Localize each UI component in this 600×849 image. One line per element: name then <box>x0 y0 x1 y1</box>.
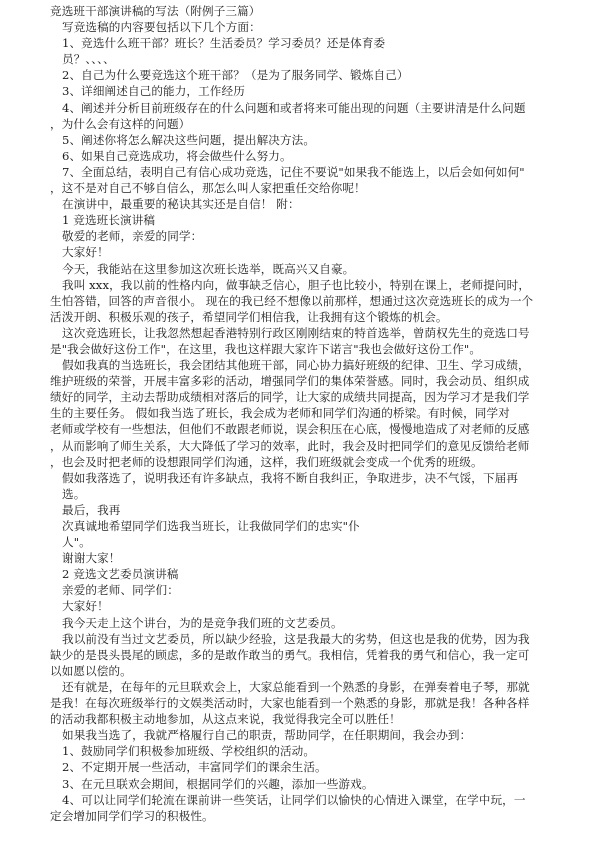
text-line: 是我！在每次班级举行的文娱类活动时，大家也能看到一个熟悉的身影，那就是我！各种各样 <box>50 696 530 711</box>
text-line: 人"。 <box>62 535 91 550</box>
text-line: 维护班级的荣誉，开展丰富多彩的活动，增强同学们的集体荣誉感。同时，我会动员、组织成 <box>50 374 530 389</box>
text-line: 4、可以让同学们轮流在课前讲一些笑话，让同学们以愉快的心情进入课堂，在学中玩，一 <box>62 792 526 807</box>
text-line: 6、如果自己竞选成功，将会做些什么努力。 <box>62 148 292 163</box>
text-line: 1、竞选什么班干部？班长？生活委员？学习委员？还是体育委 <box>62 36 386 51</box>
text-line: 1、鼓励同学们积极参加班级、学校组织的活动。 <box>62 744 316 759</box>
text-line: ，从而影响了师生关系，大大降低了学习的效率，此时，我会及时把同学们的意见反馈给老师 <box>50 438 530 453</box>
document-title: 竞选班干部演讲稿的写法（附例子三篇） <box>50 4 261 18</box>
text-line: 5、阐述你将怎么解决这些问题，提出解决方法。 <box>62 132 316 147</box>
text-line: ，为什么会有这样的问题） <box>50 116 191 131</box>
text-line: ，这不是对自己不够自信么，那怎么叫人家把重任交给你呢！ <box>50 181 366 196</box>
text-line: 3、在元旦联欢会期间，根据同学们的兴趣，添加一些游戏。 <box>62 776 374 791</box>
text-line: 大家好！ <box>62 599 109 614</box>
text-line: 选。 <box>62 486 86 501</box>
text-line: 1 竞选班长演讲稿 <box>62 213 156 228</box>
text-line: 次真诚地希望同学们选我当班长，让我做同学们的忠实"仆 <box>62 519 360 533</box>
text-line: 生的主要任务。 假如我当选了班长，我会成为老师和同学们沟通的桥梁。有时候，同学对 <box>50 406 510 421</box>
text-line: 还有就是，在每年的元旦联欢会上，大家总能看到一个熟悉的身影，在弹奏着电子琴，那就 <box>62 679 530 694</box>
text-line: 大家好！ <box>62 245 109 260</box>
text-line: 在演讲中，最重要的秘诀其实还是自信！ 附： <box>62 197 300 212</box>
document-body <box>50 19 570 824</box>
text-line: 假如我真的当选班长，我会团结其他班干部，同心协力搞好班级的纪律、卫生、学习成绩， <box>62 358 530 373</box>
text-line: 4、阐述并分析目前班级存在的什么问题和或者将来可能出现的问题（主要讲清是什么问题 <box>62 100 526 115</box>
text-line: 的活动我都积极主动地参加，从这点来说，我觉得我完全可以胜任！ <box>50 712 401 727</box>
text-line: 是"我会做好这份工作"，在这里，我也这样跟大家许下诺言"我也会做好这份工作"。 <box>50 341 482 356</box>
text-line: 敬爱的老师，亲爱的同学： <box>62 229 203 244</box>
text-line: ，也会及时把老师的设想跟同学们沟通，这样，我们班级就会变成一个优秀的班级。 <box>50 454 483 469</box>
text-line: 假如我落选了，说明我还有许多缺点，我将不断自我纠正，争取进步，决不气馁，下届再 <box>62 470 519 485</box>
text-line: 2、自己为什么要竞选这个班干部？（是为了服务同学、锻炼自己） <box>62 68 409 83</box>
text-line: 我今天走上这个讲台，为的是竞争我们班的文艺委员。 <box>62 615 343 630</box>
text-line: 3、详细阐述自己的能力，工作经历 <box>62 84 245 99</box>
text-line: 缺少的是畏头畏尾的顾虑，多的是敢作敢当的勇气。我相信，凭着我的勇气和信心，我一定可 <box>50 647 530 662</box>
text-line: 谢谢大家！ <box>62 551 121 566</box>
text-line: 这次竞选班长，让我忽然想起香港特别行政区刚刚结束的特首选举，曾荫权先生的竞选口号 <box>62 325 530 340</box>
text-line: 老师或学校有一些想法，但他们不敢跟老师说，误会积压在心底，慢慢地造成了对老师的反感 <box>50 422 530 437</box>
text-line: 写竞选稿的内容要包括以下几个方面： <box>62 20 261 35</box>
text-line: 生怕答错，回答的声音很小。 现在的我已经不想像以前那样，想通过这次竞选班长的成为一个 <box>50 293 534 308</box>
text-line: 绩好的同学，主动去帮助成绩相对落后的同学，让大家的成绩共同提高，因为学习才是我们学 <box>50 390 530 405</box>
text-line: 7、全面总结，表明自己有信心成功竞选，记住不要说"如果我不能选上，以后会如何如何" <box>62 164 525 179</box>
text-line: 员？、、、、 <box>62 52 115 67</box>
text-line: 以如愿以偿的。 <box>50 663 132 678</box>
text-line: 活泼开朗、积极乐观的孩子，希望同学们相信我，让我拥有这个锻炼的机会。 <box>50 309 448 324</box>
text-line: 最后，我再 <box>62 502 121 517</box>
text-line: 亲爱的老师、同学们： <box>62 583 179 598</box>
text-line: 我叫 xxx，我以前的性格内向，做事缺乏信心，胆子也比较小，特别在课上，老师提问时， <box>62 277 531 292</box>
text-line: 今天，我能站在这里参加这次班长选举，既高兴又自豪。 <box>62 261 355 276</box>
text-line: 2 竞选文艺委员演讲稿 <box>62 567 179 582</box>
text-line: 定会增加同学们学习的积极性。 <box>50 808 214 823</box>
text-line: 如果我当选了，我就严格履行自己的职责，帮助同学，在任职期间，我会办到： <box>62 728 472 743</box>
text-line: 我以前没有当过文艺委员，所以缺少经验，这是我最大的劣势，但这也是我的优势，因为我 <box>62 631 530 646</box>
text-line: 2、不定期开展一些活动，丰富同学们的课余生活。 <box>62 760 327 775</box>
